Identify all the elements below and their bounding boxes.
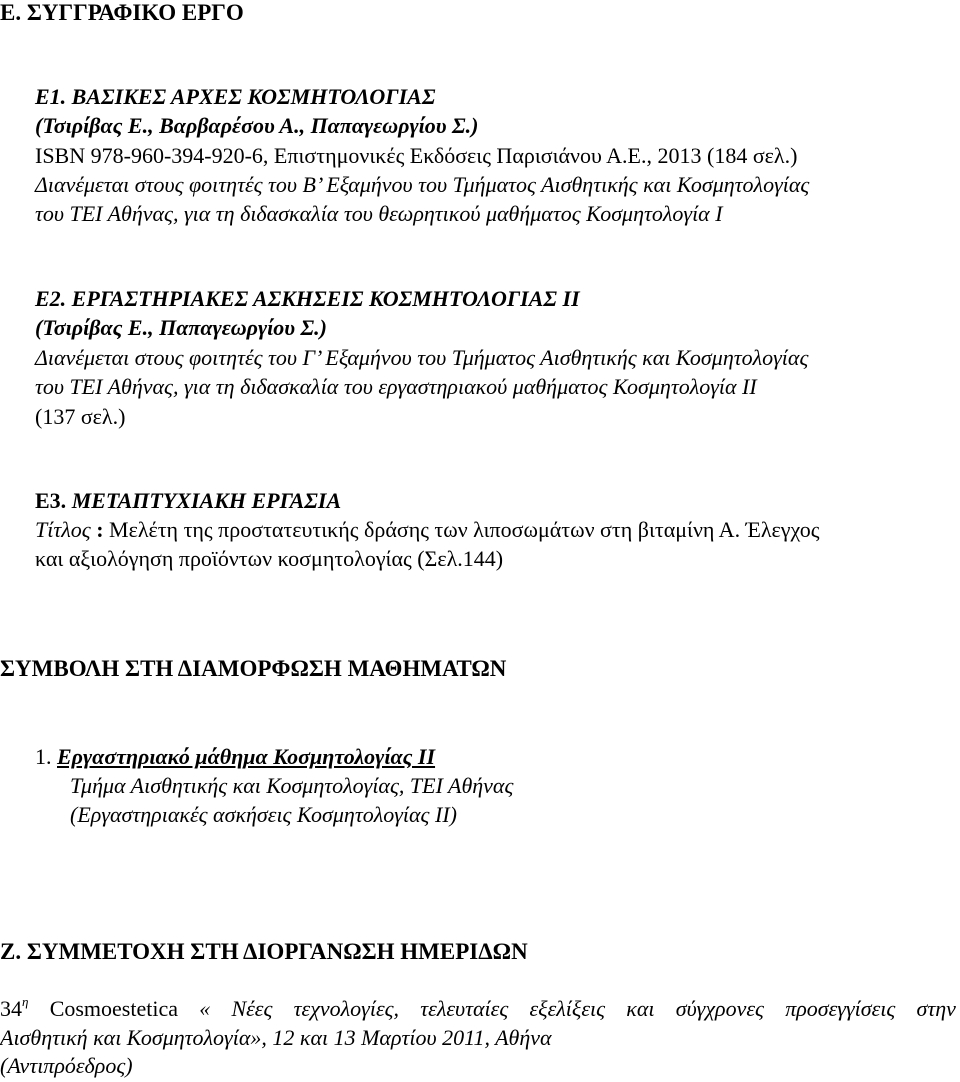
conference-word: « [199,996,211,1021]
e2-pages: (137 σελ.) [35,404,126,429]
e3-title-colon: : [90,517,110,542]
teaching-item-1-subtitle: (Εργαστηριακές ασκήσεις Κοσμητολογίας ΙΙ) [70,802,457,827]
conference-line2: Αισθητική και Κοσμητολογία», 12 και 13 Μαρτίου 2011, Αθήνα [0,1025,552,1050]
conference-word: σύγχρονες [675,996,764,1021]
e2-authors: (Τσιρίβας Ε., Παπαγεωργίου Σ.) [35,315,327,340]
conference-ordinal [0,996,28,1025]
conference-word: τελευταίες [420,996,509,1021]
teaching-item-1-number: 1. [35,744,52,769]
conference-word: προσεγγίσεις [785,996,896,1021]
section-e-heading: Ε. ΣΥΓΓΡΑΦΙΚΟ ΕΡΓΟ [0,0,244,25]
conference-name: Cosmoestetica [49,996,178,1021]
e3-title: ΜΕΤΑΠΤΥΧΙΑΚΗ ΕΡΓΑΣΙΑ [71,488,342,513]
teaching-item-1-department: Τμήμα Αισθητικής και Κοσμητολογίας, ΤΕΙ Αθήνας [70,773,514,798]
teaching-item-1 [35,744,435,770]
conference-role: (Αντιπρόεδρος) [0,1053,133,1078]
e3-title-label: Τίτλος [35,517,91,542]
conference-word: στην [916,996,956,1021]
e2-description-line2: του ΤΕΙ Αθήνας, για τη διδασκαλία του εργαστηριακού μαθήματος Κοσμητολογία ΙΙ [35,374,757,399]
section-teaching-heading: ΣΥΜΒΟΛΗ ΣΤΗ ΔΙΑΜΟΡΦΩΣΗ ΜΑΘΗΜΑΤΩΝ [0,656,507,681]
conference-line1 [0,996,956,1025]
e3-thesis-title-line1 [35,517,819,543]
e2-title: Ε2. ΕΡΓΑΣΤΗΡΙΑΚΕΣ ΑΣΚΗΣΕΙΣ ΚΟΣΜΗΤΟΛΟΓΙΑΣ ΙΙ [35,286,580,311]
conference-number: 34 [0,996,22,1021]
e1-description-line2: του ΤΕΙ Αθήνας, για τη διδασκαλία του θεωρητικού μαθήματος Κοσμητολογία Ι [35,201,723,226]
teaching-item-1-title: Εργαστηριακό μάθημα Κοσμητολογίας ΙΙ [57,744,436,769]
conference-ordinal-sup: η [22,994,29,1009]
e1-description-line1: Διανέμεται στους φοιτητές του Β’ Εξαμήνου του Τμήματος Αισθητικής και Κοσμητολογίας [35,172,810,197]
conference-word: και [626,996,655,1021]
e2-description-line1: Διανέμεται στους φοιτητές του Γ’ Εξαμήνου του Τμήματος Αισθητικής και Κοσμητολογίας [35,345,809,370]
e1-isbn: ISBN 978-960-394-920-6, Επιστημονικές Εκδόσεις Παρισιάνου Α.Ε., 2013 (184 σελ.) [35,143,798,168]
conference-word: Νέες [231,996,273,1021]
section-z-heading: Ζ. ΣΥΜΜΕΤΟΧΗ ΣΤΗ ΔΙΟΡΓΑΝΩΣΗ ΗΜΕΡΙΔΩΝ [0,939,528,964]
conference-word: εξελίξεις [529,996,606,1021]
e3-label: Ε3. [35,488,67,513]
e3-title-line [35,488,341,514]
e3-thesis-title-line2: και αξιολόγηση προϊόντων κοσμητολογίας (Σελ.144) [35,546,504,571]
e1-title: Ε1. ΒΑΣΙΚΕΣ ΑΡΧΕΣ ΚΟΣΜΗΤΟΛΟΓΙΑΣ [35,84,436,109]
conference-word: τεχνολογίες, [293,996,400,1021]
e3-thesis-title: Μελέτη της προστατευτικής δράσης των λιποσωμάτων στη βιταμίνη Α. Έλεγχος [109,517,820,542]
e1-authors: (Τσιρίβας Ε., Βαρβαρέσου Α., Παπαγεωργίου Σ.) [35,113,479,138]
